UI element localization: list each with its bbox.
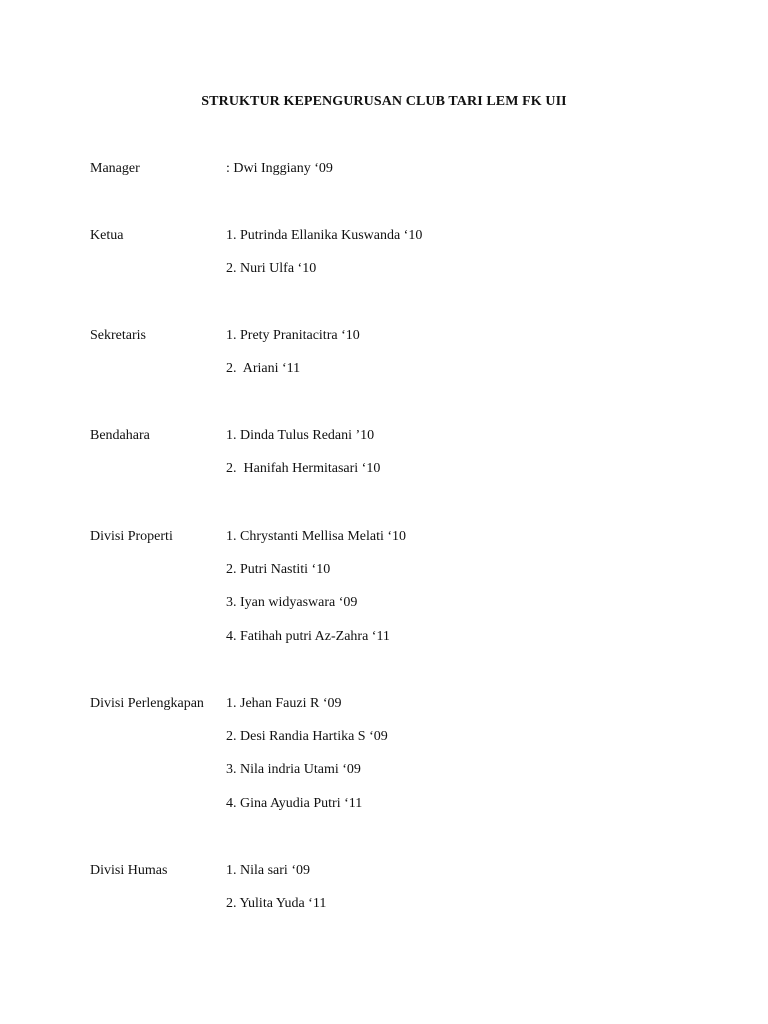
member-entry: 1. Chrystanti Mellisa Melati ‘10 <box>226 529 407 544</box>
section-divisi-perlengkapan-row-2 <box>90 727 388 747</box>
member-entry: 2. Hanifah Hermitasari ‘10 <box>226 461 381 476</box>
section-manager <box>90 159 333 179</box>
section-divisi-perlengkapan-row-4 <box>90 794 363 814</box>
section-divisi-properti-row-4 <box>90 627 390 647</box>
section-bendahara-row-2 <box>90 459 381 479</box>
section-divisi-perlengkapan <box>90 694 342 714</box>
role-label: Bendahara <box>90 428 150 443</box>
role-label: Divisi Properti <box>90 529 173 544</box>
member-entry: 2. Putri Nastiti ‘10 <box>226 562 331 577</box>
member-entry: 2. Desi Randia Hartika S ‘09 <box>226 729 388 744</box>
role-label: Divisi Perlengkapan <box>90 696 204 711</box>
document-title: STRUKTUR KEPENGURUSAN CLUB TARI LEM FK UII <box>201 94 567 109</box>
section-divisi-properti <box>90 527 407 547</box>
role-label: Divisi Humas <box>90 863 168 878</box>
section-divisi-humas <box>90 861 310 881</box>
member-entry: 2. Ariani ‘11 <box>226 361 301 376</box>
section-divisi-humas-row-2 <box>90 894 327 914</box>
member-entry: 1. Putrinda Ellanika Kuswanda ‘10 <box>226 228 423 243</box>
member-entry: 2. Yulita Yuda ‘11 <box>226 896 327 911</box>
section-divisi-perlengkapan-row-3 <box>90 760 361 780</box>
member-entry: 4. Gina Ayudia Putri ‘11 <box>226 796 363 811</box>
role-label: Ketua <box>90 228 124 243</box>
member-entry: 3. Nila indria Utami ‘09 <box>226 762 361 777</box>
member-entry: 1. Dinda Tulus Redani ’10 <box>226 428 375 443</box>
section-sekretaris-row-2 <box>90 359 301 379</box>
member-entry: 1. Prety Pranitacitra ‘10 <box>226 328 360 343</box>
member-entry: 2. Nuri Ulfa ‘10 <box>226 261 317 276</box>
member-entry: 4. Fatihah putri Az-Zahra ‘11 <box>226 629 390 644</box>
section-divisi-properti-row-2 <box>90 560 331 580</box>
member-entry: : Dwi Inggiany ‘09 <box>226 161 333 176</box>
role-label: Sekretaris <box>90 328 146 343</box>
section-divisi-properti-row-3 <box>90 593 358 613</box>
section-ketua <box>90 226 423 246</box>
section-sekretaris <box>90 326 360 346</box>
section-ketua-row-2 <box>90 259 317 279</box>
member-entry: 1. Nila sari ‘09 <box>226 863 310 878</box>
section-bendahara <box>90 426 375 446</box>
member-entry: 3. Iyan widyaswara ‘09 <box>226 595 358 610</box>
member-entry: 1. Jehan Fauzi R ‘09 <box>226 696 342 711</box>
role-label: Manager <box>90 161 140 176</box>
